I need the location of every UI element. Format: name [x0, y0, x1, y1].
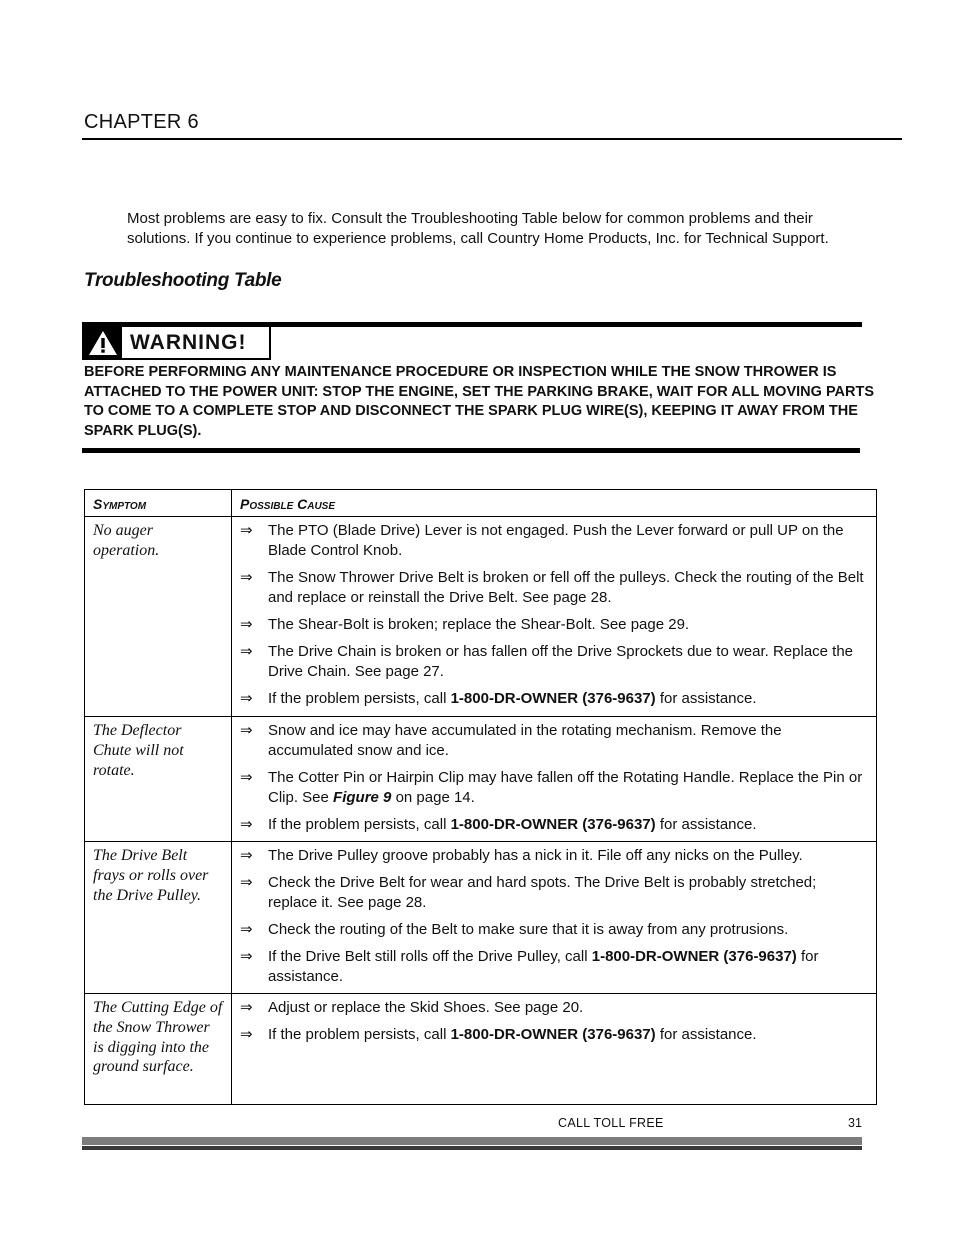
cause-text-part: on page 14.	[391, 789, 475, 806]
double-arrow-icon: ⇒	[240, 643, 253, 660]
warning-label: WARNING!	[130, 330, 247, 354]
footer-call-toll-free: CALL TOLL FREE	[558, 1116, 664, 1130]
cause-cell	[232, 994, 877, 1105]
cause-text-part: If the problem persists, call	[268, 816, 451, 833]
double-arrow-icon: ⇒	[240, 921, 253, 938]
cause-item	[240, 815, 868, 835]
cause-cell	[232, 842, 877, 994]
phone-number: 1-800-DR-OWNER (376-9637)	[450, 816, 656, 833]
cause-text: Adjust or replace the Skid Shoes. See page 20.	[268, 999, 584, 1016]
figure-reference: Figure 9	[333, 789, 392, 806]
double-arrow-icon: ⇒	[240, 874, 253, 891]
cause-text: Check the Drive Belt for wear and hard spots. The Drive Belt is probably stretched; replace it. See page 28.	[268, 874, 817, 911]
double-arrow-icon: ⇒	[240, 1026, 253, 1043]
symptom-cell: No auger operation.	[85, 517, 232, 717]
cause-item	[240, 568, 868, 608]
phone-number: 1-800-DR-OWNER (376-9637)	[450, 1026, 656, 1043]
cause-text: The Shear-Bolt is broken; replace the Shear-Bolt. See page 29.	[268, 616, 690, 633]
double-arrow-icon: ⇒	[240, 769, 253, 786]
troubleshooting-table	[84, 489, 877, 1105]
section-title: Troubleshooting Table	[84, 270, 282, 291]
cause-item	[240, 689, 868, 709]
double-arrow-icon: ⇒	[240, 816, 253, 833]
cause-text: Check the routing of the Belt to make sure that it is away from any protrusions.	[268, 921, 789, 938]
table-row	[85, 994, 877, 1105]
phone-number: 1-800-DR-OWNER (376-9637)	[450, 690, 656, 707]
double-arrow-icon: ⇒	[240, 569, 253, 586]
cause-item	[240, 846, 868, 866]
cause-text-part: for assistance.	[655, 816, 757, 833]
table-row	[85, 517, 877, 717]
table-header-row	[85, 490, 877, 517]
cause-text-part: The Cotter Pin or Hairpin Clip may have fallen off the Rotating Handle. Replace the Pin or Clip. See	[268, 769, 863, 806]
warning-bottom-rule	[82, 448, 860, 453]
cause-text	[268, 689, 868, 709]
table-row	[85, 842, 877, 994]
warning-triangle-icon	[84, 327, 122, 358]
table-row	[85, 717, 877, 842]
cause-item	[240, 998, 868, 1018]
cause-item	[240, 642, 868, 682]
cause-item	[240, 920, 868, 940]
cause-text-part: If the problem persists, call	[268, 690, 451, 707]
intro-paragraph: Most problems are easy to fix. Consult the Troubleshooting Table below for common problems and their solutions. If you continue to experience problems, call Country Home Products, Inc. for Technical Support.	[127, 210, 829, 247]
cause-item	[240, 1025, 868, 1045]
cause-text: The PTO (Blade Drive) Lever is not engaged. Push the Lever forward or pull UP on the Blade Control Knob.	[268, 522, 844, 559]
header-symptom: Symptom	[85, 490, 232, 517]
cause-text-part: If the problem persists, call	[268, 1026, 451, 1043]
double-arrow-icon: ⇒	[240, 522, 253, 539]
cause-item	[240, 947, 868, 987]
cause-text: Snow and ice may have accumulated in the rotating mechanism. Remove the accumulated snow and ice.	[268, 722, 782, 759]
cause-text: The Drive Chain is broken or has fallen off the Drive Sprockets due to wear. Replace the Drive Chain. See page 27.	[268, 643, 854, 680]
footer-rule	[82, 1137, 862, 1145]
chapter-title: CHAPTER 6	[84, 111, 199, 133]
header-possible-cause: Possible Cause	[232, 490, 877, 517]
cause-text	[268, 815, 868, 835]
double-arrow-icon: ⇒	[240, 999, 253, 1016]
cause-text-part: for assistance.	[655, 1026, 757, 1043]
cause-text	[268, 947, 868, 987]
cause-text	[268, 768, 868, 808]
cause-item	[240, 615, 868, 635]
double-arrow-icon: ⇒	[240, 948, 253, 965]
chapter-rule	[82, 138, 902, 140]
cause-text: The Snow Thrower Drive Belt is broken or fell off the pulleys. Check the routing of the Belt and replace or reinstall the Drive Belt. See page 28.	[268, 569, 864, 606]
warning-text: BEFORE PERFORMING ANY MAINTENANCE PROCEDURE OR INSPECTION WHILE THE SNOW THROWER IS ATTACHED TO THE POWER UNIT: STOP THE ENGINE, SET THE PARKING BRAKE, WAIT FOR ALL MOVING PARTS TO COME TO A COMPLETE STOP AND DISCONNECT THE SPARK PLUG WIRE(S), KEEPING IT AWAY FROM THE SPARK PLUG(S).	[84, 364, 875, 439]
cause-item	[240, 721, 868, 761]
double-arrow-icon: ⇒	[240, 616, 253, 633]
symptom-cell: The Cutting Edge of the Snow Thrower is digging into the ground surface.	[85, 994, 232, 1105]
cause-text-part: If the Drive Belt still rolls off the Drive Pulley, call	[268, 948, 592, 965]
double-arrow-icon: ⇒	[240, 690, 253, 707]
cause-text: The Drive Pulley groove probably has a nick in it. File off any nicks on the Pulley.	[268, 847, 803, 864]
double-arrow-icon: ⇒	[240, 847, 253, 864]
cause-cell	[232, 517, 877, 717]
symptom-cell: The Drive Belt frays or rolls over the Drive Pulley.	[85, 842, 232, 994]
cause-text-part: for assistance.	[655, 690, 757, 707]
symptom-cell: The Deflector Chute will not rotate.	[85, 717, 232, 842]
page-number: 31	[848, 1116, 862, 1130]
warning-badge	[82, 327, 271, 360]
cause-cell	[232, 717, 877, 842]
cause-item	[240, 873, 868, 913]
phone-number: 1-800-DR-OWNER (376-9637)	[591, 948, 797, 965]
cause-text-part: for assistance.	[268, 948, 819, 985]
double-arrow-icon: ⇒	[240, 722, 253, 739]
cause-item	[240, 521, 868, 561]
cause-item	[240, 768, 868, 808]
cause-text	[268, 1025, 868, 1045]
footer-rule-shadow	[82, 1146, 862, 1150]
